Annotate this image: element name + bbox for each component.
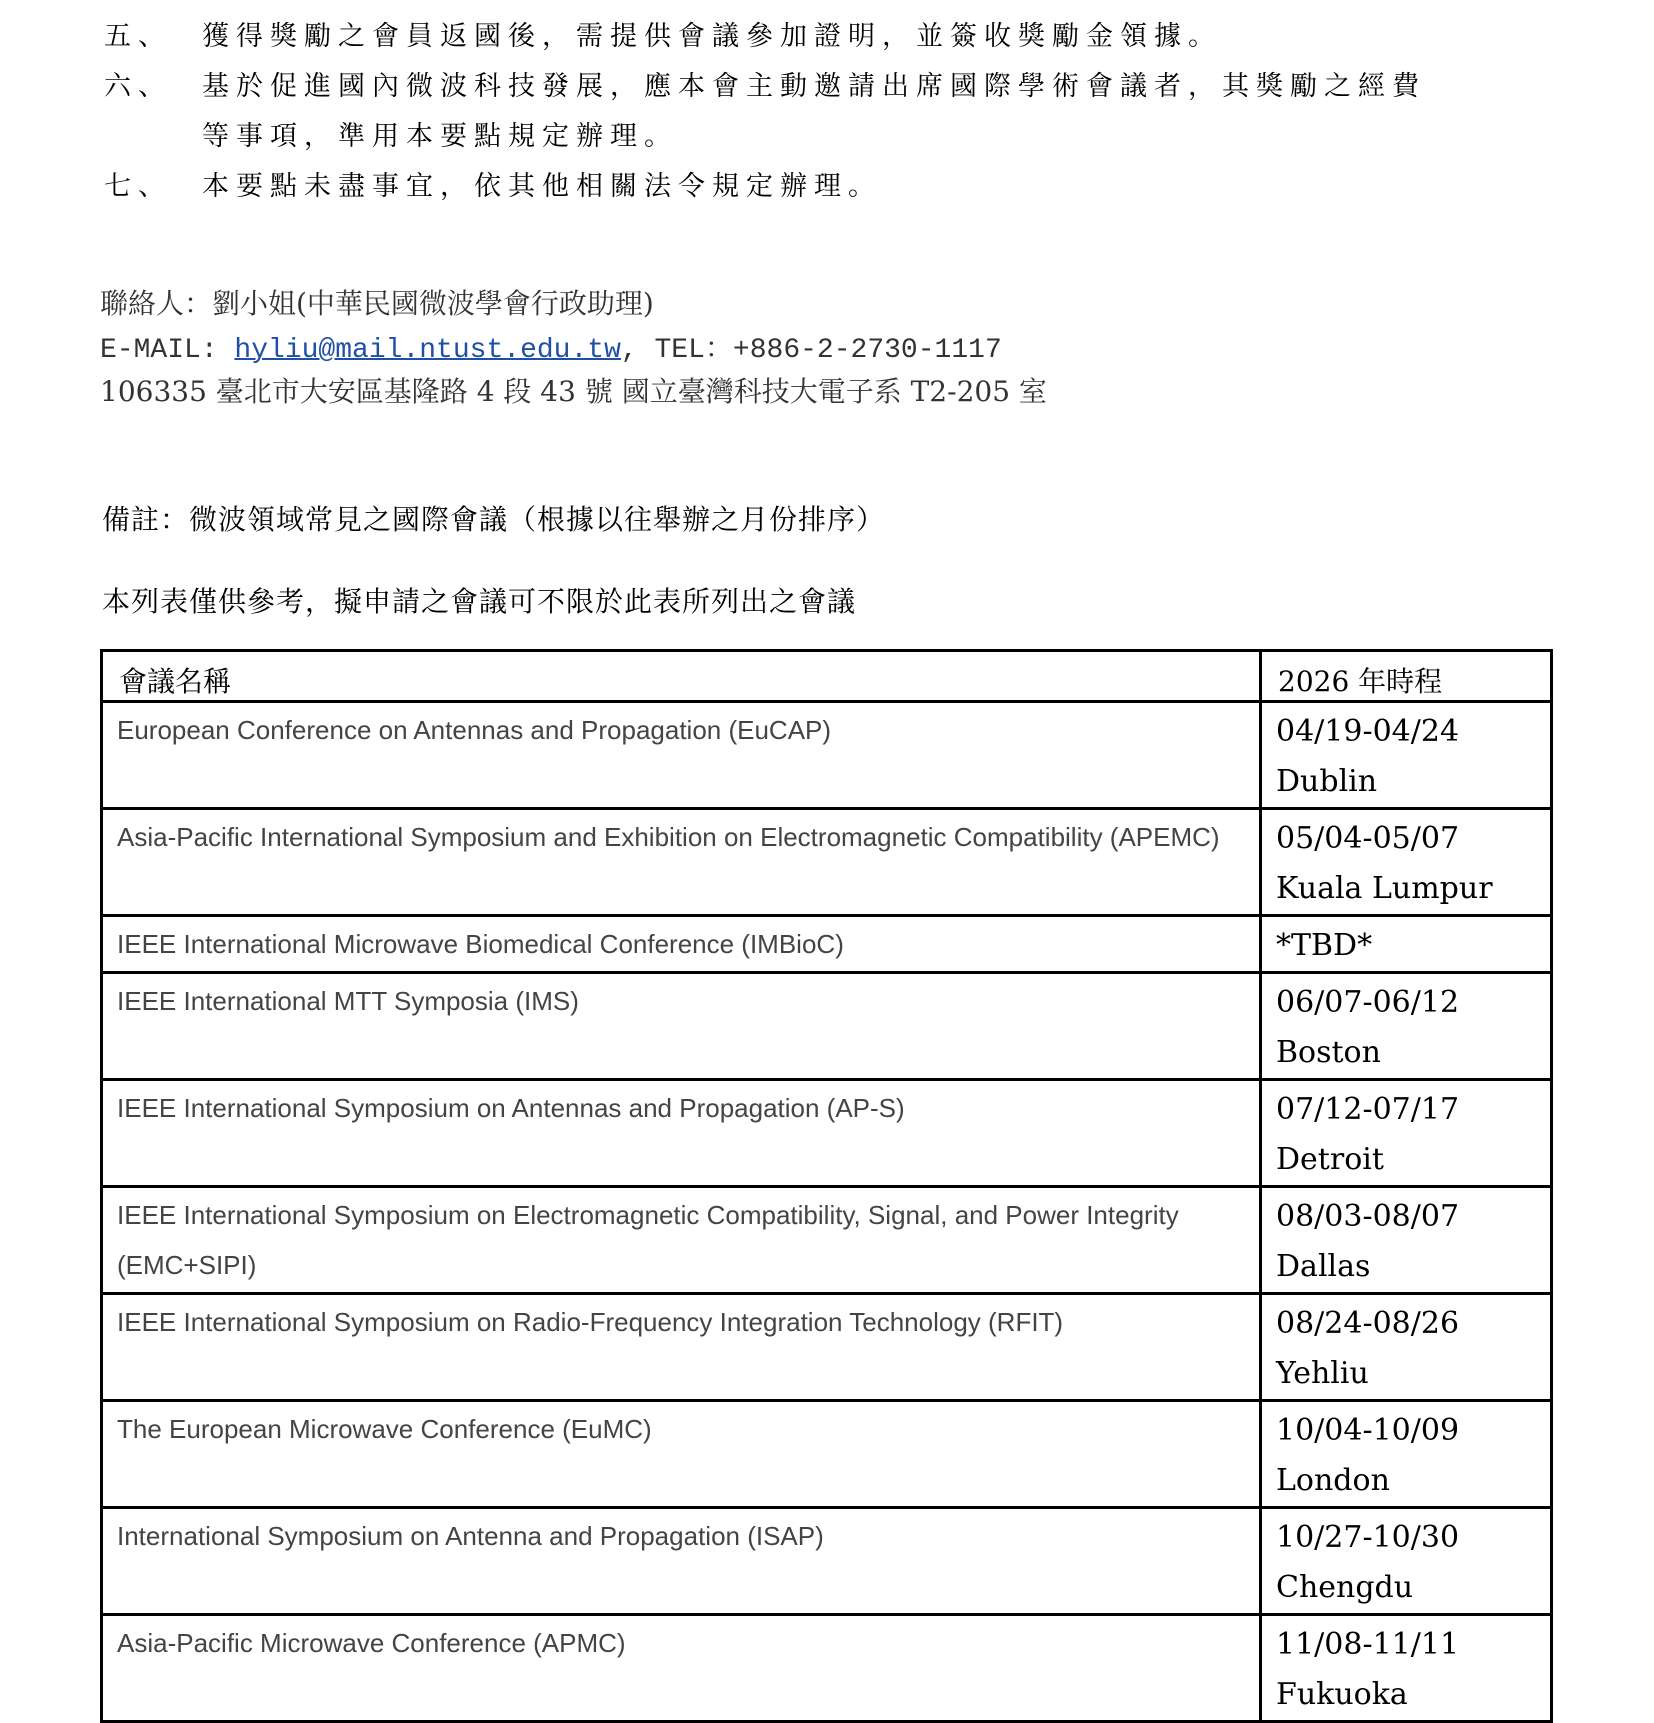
header-label: 會議名稱 xyxy=(119,665,232,698)
header-schedule xyxy=(1261,651,1552,702)
conference-name: Asia-Pacific International Symposium and Exhibition on Electromagnetic Compatibility (APEMC) xyxy=(117,822,1220,852)
table-row xyxy=(102,973,1552,1080)
schedule-cell xyxy=(1261,702,1552,809)
conference-dates: 07/12-07/17 xyxy=(1276,1092,1460,1127)
conference-dates: 05/04-05/07 xyxy=(1276,821,1460,856)
conference-city: Detroit xyxy=(1276,1142,1384,1177)
schedule-cell xyxy=(1261,916,1552,973)
conference-city: Dallas xyxy=(1276,1249,1371,1284)
contact-email-line xyxy=(100,326,1002,366)
conference-name-cell xyxy=(102,1508,1261,1615)
conference-name: Asia-Pacific Microwave Conference (APMC) xyxy=(117,1628,626,1658)
table-row xyxy=(102,916,1552,973)
conference-name-cell xyxy=(102,1294,1261,1401)
rule-item-6 xyxy=(104,64,1426,152)
schedule-cell xyxy=(1261,1615,1552,1722)
conference-dates: 06/07-06/12 xyxy=(1276,985,1460,1020)
email-link[interactable]: hyliu@mail.ntust.edu.tw xyxy=(234,335,621,366)
table-row xyxy=(102,1508,1552,1615)
table-row xyxy=(102,809,1552,916)
conference-city: Boston xyxy=(1276,1035,1381,1070)
conference-dates: 04/19-04/24 xyxy=(1276,714,1460,749)
table-header-row xyxy=(102,651,1552,702)
header-label: 2026 年時程 xyxy=(1278,665,1443,698)
conference-name: European Conference on Antennas and Propagation (EuCAP) xyxy=(117,715,832,745)
table-row xyxy=(102,1615,1552,1722)
conference-name-cell xyxy=(102,1401,1261,1508)
conference-city: London xyxy=(1276,1463,1390,1498)
conference-name: IEEE International Symposium on Radio-Frequency Integration Technology (RFIT) xyxy=(117,1307,1064,1337)
conference-name: IEEE International MTT Symposia (IMS) xyxy=(117,986,579,1016)
schedule-cell xyxy=(1261,809,1552,916)
phone-text: , TEL：+886-2-2730-1117 xyxy=(620,335,1002,366)
contact-person: 聯絡人：劉小姐(中華民國微波學會行政助理) xyxy=(100,287,654,320)
table-row xyxy=(102,1187,1552,1294)
rule-item-5 xyxy=(104,14,1222,53)
schedule-cell xyxy=(1261,1401,1552,1508)
conference-name: The European Microwave Conference (EuMC) xyxy=(117,1414,652,1444)
conference-name: IEEE International Symposium on Antennas and Propagation (AP-S) xyxy=(117,1093,905,1123)
conference-city: Fukuoka xyxy=(1276,1677,1408,1712)
conference-dates: 08/03-08/07 xyxy=(1276,1199,1460,1234)
conference-name-cell xyxy=(102,1080,1261,1187)
conference-name: IEEE International Microwave Biomedical Conference (IMBioC) xyxy=(117,929,844,959)
email-label: E-MAIL: xyxy=(100,335,235,366)
conference-name-cell xyxy=(102,973,1261,1080)
schedule-cell xyxy=(1261,1508,1552,1615)
table-row xyxy=(102,1401,1552,1508)
disclaimer-note: 本列表僅供參考，擬申請之會議可不限於此表所列出之會議 xyxy=(102,585,857,618)
remark-note: 備註：微波領域常見之國際會議（根據以往舉辦之月份排序） xyxy=(102,503,886,536)
header-conference-name xyxy=(102,651,1261,702)
conference-name-cell xyxy=(102,1187,1261,1294)
conference-name-cell xyxy=(102,702,1261,809)
item-text: 獲得獎勵之會員返國後，需提供會議參加證明，並簽收獎勵金領據。 xyxy=(202,21,1222,52)
item-number: 七、 xyxy=(104,171,172,202)
schedule-cell xyxy=(1261,1187,1552,1294)
conference-name-cell xyxy=(102,809,1261,916)
conference-dates: 10/27-10/30 xyxy=(1276,1520,1460,1555)
conference-dates: 08/24-08/26 xyxy=(1276,1306,1460,1341)
item-text: 本要點未盡事宜，依其他相關法令規定辦理。 xyxy=(202,171,882,202)
conference-city: Yehliu xyxy=(1276,1356,1369,1391)
conference-name: International Symposium on Antenna and Propagation (ISAP) xyxy=(117,1521,824,1551)
table-row xyxy=(102,702,1552,809)
contact-address: 106335 臺北市大安區基隆路 4 段 43 號 國立臺灣科技大電子系 T2-205 室 xyxy=(100,375,1047,408)
conference-name-cell xyxy=(102,916,1261,973)
table-row xyxy=(102,1080,1552,1187)
conference-name: IEEE International Symposium on Electromagnetic Compatibility, Signal, and Power Integrity (EMC+SIPI) xyxy=(117,1200,1179,1280)
conference-city: Dublin xyxy=(1276,764,1378,799)
table-row xyxy=(102,1294,1552,1401)
item-number: 五、 xyxy=(104,21,172,52)
conference-city: Kuala Lumpur xyxy=(1276,871,1493,906)
conference-dates: 11/08-11/11 xyxy=(1276,1627,1460,1662)
conference-dates: 10/04-10/09 xyxy=(1276,1413,1460,1448)
item-number: 六、 xyxy=(104,71,172,102)
conference-name-cell xyxy=(102,1615,1261,1722)
conference-dates: *TBD* xyxy=(1276,928,1373,963)
conference-table xyxy=(100,649,1553,1723)
item-text: 基於促進國內微波科技發展，應本會主動邀請出席國際學術會議者，其獎勵之經費 xyxy=(202,71,1426,102)
schedule-cell xyxy=(1261,1294,1552,1401)
conference-city: Chengdu xyxy=(1276,1570,1414,1605)
schedule-cell xyxy=(1261,973,1552,1080)
item-text-continued: 等事項，準用本要點規定辦理。 xyxy=(202,121,678,152)
rule-item-7 xyxy=(104,164,882,203)
schedule-cell xyxy=(1261,1080,1552,1187)
